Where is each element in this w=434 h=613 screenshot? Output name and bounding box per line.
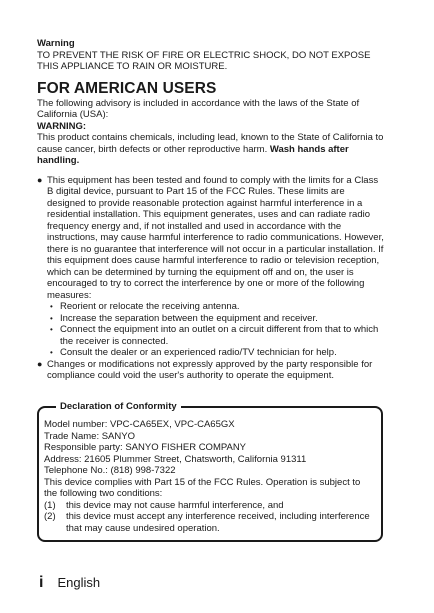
measure-text: Reorient or relocate the receiving antenna.: [60, 301, 240, 312]
sub-bullet-icon: •: [50, 325, 53, 334]
condition-number: (2): [44, 511, 56, 522]
measure-text: Increase the separation between the equipment and receiver.: [60, 312, 318, 324]
language-label: English: [57, 575, 101, 590]
responsible-party: Responsible party: SANYO FISHER COMPANY: [44, 442, 247, 453]
advisory-intro: The following advisory is included in accordance with the laws of the State of California (USA):: [37, 97, 360, 120]
page-footer: [39, 574, 100, 592]
trade-name: Trade Name: SANYO: [44, 430, 135, 442]
list-item: [37, 359, 385, 382]
american-users-heading: FOR AMERICAN USERS: [37, 79, 217, 97]
fcc-compliance-text: This equipment has been tested and found to comply with the limits for a Class B digital device, pursuant to Part 15 of the FCC Rules. These limits are designed to provide reasonable protection against harmful interference in a residential installation. This equipment generates, uses and can radiate radio frequency energy and, if not installed and used in accordance with the instructions, may cause harmful interference to radio communications. However, there is no guarantee that interference will not occur in a particular installation. If this equipment does cause harmful interference to radio or television reception, which can be determined by turning the equipment off and on, the user is encouraged to try to correct the interference by one or more of the following measures:: [47, 174, 384, 301]
warning-title: Warning: [37, 38, 75, 49]
list-item: [47, 313, 385, 325]
condition-text: this device may not cause harmful interference, and: [66, 499, 284, 511]
wash-hands-text: Wash hands after handling.: [37, 143, 349, 166]
compliance-statement: This device complies with Part 15 of the FCC Rules. Operation is subject to the following two conditions:: [44, 476, 361, 499]
list-item: [47, 347, 385, 359]
condition-item: [44, 500, 376, 512]
measures-list: [47, 301, 385, 359]
warning-text: TO PREVENT THE RISK OF FIRE OR ELECTRIC SHOCK, DO NOT EXPOSE THIS APPLIANCE TO RAIN OR MOISTURE.: [37, 49, 371, 72]
modifications-text: Changes or modifications not expressly approved by the party responsible for compliance could void the user's authority to operate the equipment.: [47, 358, 373, 381]
measure-text: Connect the equipment into an outlet on a circuit different from that to which the receiver is connected.: [60, 324, 379, 347]
sub-bullet-icon: •: [50, 302, 53, 311]
declaration-body: [44, 419, 376, 534]
fcc-notice-list: [37, 175, 385, 382]
bullet-icon: ●: [37, 174, 43, 185]
page-number: i: [39, 574, 44, 591]
bullet-icon: ●: [37, 358, 43, 369]
address: Address: 21605 Plummer Street, Chatsworth, California 91311: [44, 453, 307, 465]
california-warning-body: This product contains chemicals, including lead, known to the State of California to cause cancer, birth defects or other reproductive harm.: [37, 132, 384, 155]
page-content: [37, 38, 385, 382]
list-item: [47, 301, 385, 313]
condition-number: (1): [44, 499, 56, 511]
telephone: Telephone No.: (818) 998-7322: [44, 465, 176, 476]
model-number: Model number: VPC-CA65EX, VPC-CA65GX: [44, 419, 235, 430]
sub-bullet-icon: •: [50, 348, 53, 357]
condition-item: [44, 511, 376, 534]
list-item: [47, 324, 385, 347]
declaration-title: Declaration of Conformity: [56, 401, 181, 412]
condition-text: this device must accept any interference received, including interference that may cause undesired operation.: [66, 511, 370, 534]
california-warning-label: WARNING:: [37, 120, 87, 132]
sub-bullet-icon: •: [50, 313, 53, 323]
california-warning-text: [37, 132, 385, 167]
list-item: [37, 175, 385, 359]
measure-text: Consult the dealer or an experienced radio/TV technician for help.: [60, 347, 337, 358]
